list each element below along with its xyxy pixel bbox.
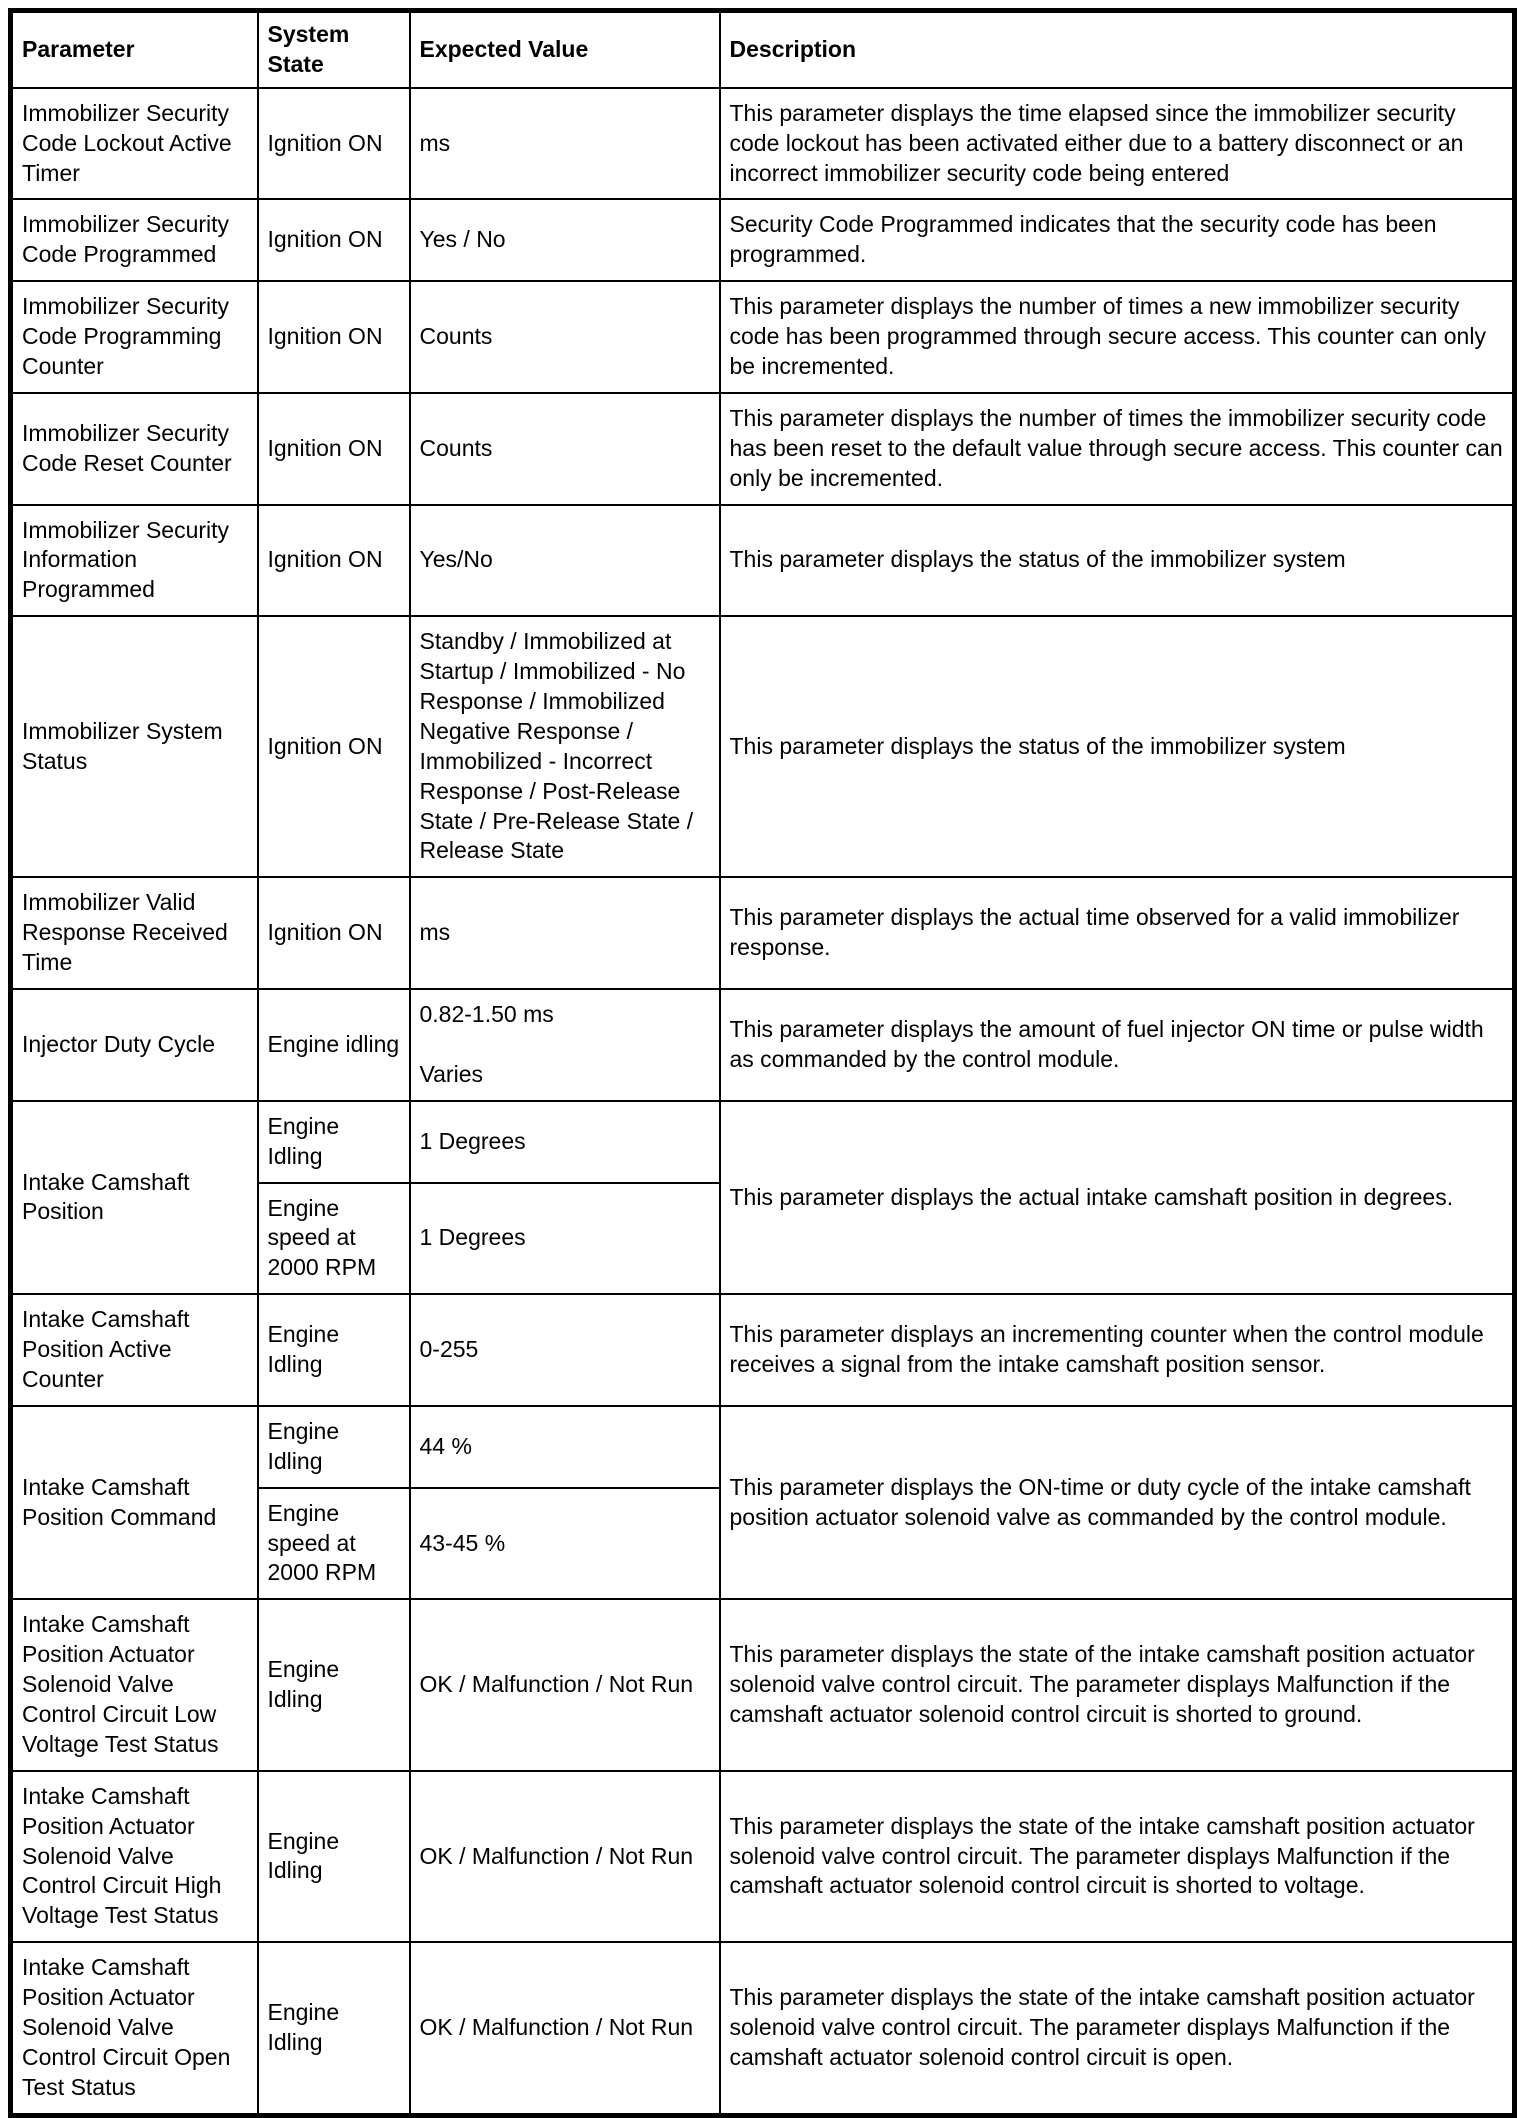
state-cell: Engine Idling bbox=[258, 1406, 410, 1488]
table-row bbox=[11, 505, 1515, 617]
state-cell: Ignition ON bbox=[258, 505, 410, 617]
value-cell: 44 % bbox=[410, 1406, 720, 1488]
value-cell: 1 Degrees bbox=[410, 1183, 720, 1295]
state-cell: Engine Idling bbox=[258, 1294, 410, 1406]
param-cell: Intake Camshaft Position Actuator Solenoid Valve Control Circuit Low Voltage Test Status bbox=[11, 1599, 258, 1770]
table-row bbox=[11, 88, 1515, 200]
param-cell: Intake Camshaft Position Command bbox=[11, 1406, 258, 1599]
state-cell: Engine Idling bbox=[258, 1771, 410, 1942]
state-cell: Ignition ON bbox=[258, 281, 410, 393]
table-row bbox=[11, 1771, 1515, 1942]
param-cell: Immobilizer Valid Response Received Time bbox=[11, 877, 258, 989]
param-cell: Intake Camshaft Position Active Counter bbox=[11, 1294, 258, 1406]
value-cell: Counts bbox=[410, 281, 720, 393]
state-cell: Engine speed at 2000 RPM bbox=[258, 1488, 410, 1600]
desc-cell: This parameter displays the actual time observed for a valid immobilizer response. bbox=[720, 877, 1515, 989]
desc-cell: This parameter displays the status of the immobilizer system bbox=[720, 505, 1515, 617]
state-cell: Ignition ON bbox=[258, 877, 410, 989]
param-cell: Immobilizer Security Code Lockout Active Timer bbox=[11, 88, 258, 200]
table-row bbox=[11, 199, 1515, 281]
table-row bbox=[11, 989, 1515, 1101]
value-cell: 43-45 % bbox=[410, 1488, 720, 1600]
header-parameter: Parameter bbox=[11, 11, 258, 88]
state-cell: Ignition ON bbox=[258, 88, 410, 200]
parameters-table bbox=[8, 8, 1517, 2118]
value-cell: Counts bbox=[410, 393, 720, 505]
value-cell: OK / Malfunction / Not Run bbox=[410, 1599, 720, 1770]
value-cell: 0-255 bbox=[410, 1294, 720, 1406]
state-cell: Engine Idling bbox=[258, 1942, 410, 2115]
desc-cell: Security Code Programmed indicates that the security code has been programmed. bbox=[720, 199, 1515, 281]
state-cell: Ignition ON bbox=[258, 393, 410, 505]
value-cell: ms bbox=[410, 877, 720, 989]
table-row bbox=[11, 1942, 1515, 2115]
table-row bbox=[11, 877, 1515, 989]
value-cell: Yes/No bbox=[410, 505, 720, 617]
param-cell: Intake Camshaft Position Actuator Solenoid Valve Control Circuit High Voltage Test Status bbox=[11, 1771, 258, 1942]
header-system-state: System State bbox=[258, 11, 410, 88]
value-cell: OK / Malfunction / Not Run bbox=[410, 1771, 720, 1942]
param-cell: Intake Camshaft Position Actuator Solenoid Valve Control Circuit Open Test Status bbox=[11, 1942, 258, 2115]
desc-cell: This parameter displays the number of times the immobilizer security code has been reset to the default value through secure access. This counter can only be incremented. bbox=[720, 393, 1515, 505]
table-row bbox=[11, 281, 1515, 393]
table-row bbox=[11, 616, 1515, 877]
table-row bbox=[11, 1406, 1515, 1488]
param-cell: Intake Camshaft Position bbox=[11, 1101, 258, 1294]
desc-cell: This parameter displays the status of the immobilizer system bbox=[720, 616, 1515, 877]
state-cell: Ignition ON bbox=[258, 616, 410, 877]
value-cell: Standby / Immobilized at Startup / Immobilized - No Response / Immobilized Negative Response / Immobilized - Incorrect Response / Post-Release State / Pre-Release State / Release State bbox=[410, 616, 720, 877]
param-cell: Injector Duty Cycle bbox=[11, 989, 258, 1101]
value-cell: Yes / No bbox=[410, 199, 720, 281]
table-row bbox=[11, 1599, 1515, 1770]
desc-cell: This parameter displays an incrementing counter when the control module receives a signal from the intake camshaft position sensor. bbox=[720, 1294, 1515, 1406]
header-row bbox=[11, 11, 1515, 88]
param-cell: Immobilizer Security Code Programming Counter bbox=[11, 281, 258, 393]
state-cell: Engine Idling bbox=[258, 1101, 410, 1183]
state-cell: Engine speed at 2000 RPM bbox=[258, 1183, 410, 1295]
param-cell: Immobilizer Security Information Programmed bbox=[11, 505, 258, 617]
value-cell: 0.82-1.50 ms Varies bbox=[410, 989, 720, 1101]
desc-cell: This parameter displays the state of the intake camshaft position actuator solenoid valve control circuit. The parameter displays Malfunction if the camshaft actuator solenoid control circuit is shorted to voltage. bbox=[720, 1771, 1515, 1942]
header-expected-value: Expected Value bbox=[410, 11, 720, 88]
param-cell: Immobilizer System Status bbox=[11, 616, 258, 877]
value-cell: OK / Malfunction / Not Run bbox=[410, 1942, 720, 2115]
state-cell: Engine idling bbox=[258, 989, 410, 1101]
desc-cell: This parameter displays the state of the intake camshaft position actuator solenoid valve control circuit. The parameter displays Malfunction if the camshaft actuator solenoid control circuit is open. bbox=[720, 1942, 1515, 2115]
table-row bbox=[11, 1294, 1515, 1406]
desc-cell: This parameter displays the ON-time or duty cycle of the intake camshaft position actuator solenoid valve as commanded by the control module. bbox=[720, 1406, 1515, 1599]
table-row bbox=[11, 1101, 1515, 1183]
value-cell: 1 Degrees bbox=[410, 1101, 720, 1183]
desc-cell: This parameter displays the actual intake camshaft position in degrees. bbox=[720, 1101, 1515, 1294]
table-row bbox=[11, 393, 1515, 505]
desc-cell: This parameter displays the amount of fuel injector ON time or pulse width as commanded by the control module. bbox=[720, 989, 1515, 1101]
desc-cell: This parameter displays the number of times a new immobilizer security code has been programmed through secure access. This counter can only be incremented. bbox=[720, 281, 1515, 393]
desc-cell: This parameter displays the time elapsed since the immobilizer security code lockout has been activated either due to a battery disconnect or an incorrect immobilizer security code being entered bbox=[720, 88, 1515, 200]
state-cell: Engine Idling bbox=[258, 1599, 410, 1770]
param-cell: Immobilizer Security Code Reset Counter bbox=[11, 393, 258, 505]
value-cell: ms bbox=[410, 88, 720, 200]
param-cell: Immobilizer Security Code Programmed bbox=[11, 199, 258, 281]
desc-cell: This parameter displays the state of the intake camshaft position actuator solenoid valve control circuit. The parameter displays Malfunction if the camshaft actuator solenoid control circuit is shorted to ground. bbox=[720, 1599, 1515, 1770]
header-description: Description bbox=[720, 11, 1515, 88]
state-cell: Ignition ON bbox=[258, 199, 410, 281]
